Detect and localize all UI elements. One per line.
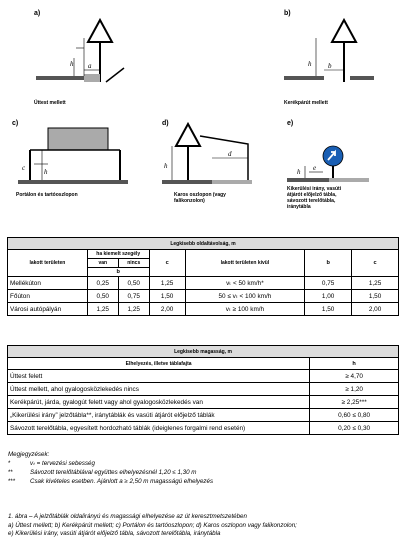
note-symbol: ** (8, 469, 13, 476)
cell-van: 0,25 (87, 277, 118, 290)
note-text: Csak kivételes esetben. Ajánlott a ≥ 2,50 m magasságú elhelyezés (30, 478, 214, 485)
cell-van: 0,50 (87, 290, 118, 303)
cell-nincs: 0,50 (118, 277, 149, 290)
col-c: c (149, 250, 185, 277)
col-curb: ha kiemelt szegély (87, 250, 149, 259)
note-text: Sávozott terelőtáblával együttes elhelyezésnél 1,20 ≤ 1,30 m (30, 469, 197, 476)
note-text: vₜ = tervezési sebesség (30, 460, 95, 467)
row-label: Főúton (8, 290, 88, 303)
figure-e-e-label: e (313, 164, 317, 172)
figure-c-h-label: h (44, 168, 48, 176)
table-row (8, 303, 399, 316)
figure-e-caption: Kikerülési irány, vasúti átjárót előjelző tábla, sávozott terelőtábla, iránytábla (287, 186, 342, 210)
figure-d-letter: d) (162, 120, 169, 127)
figure-a (28, 8, 138, 108)
cell-c2: 2,00 (352, 303, 399, 316)
figure-c-c-label: c (22, 164, 26, 172)
col-area-right: lakott területen kívül (185, 250, 305, 277)
note-item (8, 477, 213, 486)
figure-d (158, 118, 268, 213)
cell-c2: 1,25 (352, 277, 399, 290)
col-area-left: lakott területen (8, 250, 88, 277)
figure-b-b-label: b (328, 62, 332, 70)
side-distance-title: Legkisebb oldaltávolság, m (8, 238, 399, 250)
figure-c-drawing (8, 118, 138, 190)
figure-d-drawing (158, 118, 268, 190)
height-table (7, 345, 399, 435)
figure-a-drawing (28, 8, 138, 93)
figure-b-h-label: h (308, 60, 312, 68)
figure-b (280, 8, 390, 108)
figure-e-drawing (283, 118, 398, 190)
figure-caption-line: e) Kikerülési irány, vasúti átjárót előjelző tábla, sávozott terelőtábla, iránytábla (8, 530, 221, 537)
figure-d-caption: Karos oszlopon (vagy falikonzolon) (174, 192, 226, 204)
cell-c: 2,00 (149, 303, 185, 316)
table-row (8, 422, 399, 435)
figure-a-a-label: a (88, 62, 92, 70)
cell-speed: vₜ ≥ 100 km/h (185, 303, 305, 316)
cell-van: 1,25 (87, 303, 118, 316)
row-label: Kerékpárút, járda, gyalogút felett vagy ahol gyalogosközlekedés van (8, 396, 310, 409)
cell-h: 0,60 ≤ 0,80 (310, 409, 399, 422)
cell-b: 0,75 (305, 277, 352, 290)
row-label: Mellékúton (8, 277, 88, 290)
figure-b-drawing (280, 8, 390, 93)
cell-h: ≥ 4,70 (310, 370, 399, 383)
figure-c-caption: Portálon és tartóoszlopon (16, 192, 78, 198)
row-label: „Kikerülési irány” jelzőtábla**, iránytáblák és vasúti átjárót előjelző táblák (8, 409, 310, 422)
figure-caption-line: 1. ábra – A jelzőtáblák oldalirányú és magassági elhelyezése az út keresztmetszetében (8, 513, 247, 520)
row-label: Úttest mellett, ahol gyalogosközlekedés nincs (8, 383, 310, 396)
height-title: Legkisebb magasság, m (8, 346, 399, 358)
side-distance-table (7, 237, 399, 316)
figure-b-letter: b) (284, 10, 291, 17)
notes-title: Megjegyzések: (8, 451, 50, 458)
col-b: b (305, 250, 352, 277)
figure-d-h-label: h (164, 162, 168, 170)
note-symbol: * (8, 460, 11, 467)
figure-b-caption: Kerékpárút mellett (284, 100, 328, 106)
notes (8, 450, 213, 486)
note-item (8, 459, 213, 468)
figure-a-h-label: h (70, 60, 74, 68)
figure-d-d-label: d (228, 150, 232, 158)
figure-e-letter: e) (287, 120, 294, 127)
cell-h: ≥ 2,25*** (310, 396, 399, 409)
table-row (8, 409, 399, 422)
table-row (8, 290, 399, 303)
cell-b: 1,50 (305, 303, 352, 316)
cell-nincs: 0,75 (118, 290, 149, 303)
figure-a-letter: a) (34, 10, 41, 17)
table-row (8, 396, 399, 409)
col-h: h (310, 358, 399, 370)
cell-h: 0,20 ≤ 0,30 (310, 422, 399, 435)
cell-c2: 1,50 (352, 290, 399, 303)
col-nincs: nincs (118, 259, 149, 268)
cell-c: 1,50 (149, 290, 185, 303)
figure-e-h-label: h (297, 168, 301, 176)
cell-b: 1,00 (305, 290, 352, 303)
cell-nincs: 1,25 (118, 303, 149, 316)
table-row (8, 277, 399, 290)
note-symbol: *** (8, 478, 16, 485)
cell-speed: vₜ < 50 km/h* (185, 277, 305, 290)
col-van: van (87, 259, 118, 268)
figure-caption (8, 513, 297, 539)
figure-c-letter: c) (12, 120, 19, 127)
sub-b: b (87, 268, 149, 277)
row-label: Sávozott terelőtábla, egyesített hordozható táblák (ideiglenes forgalmi rend esetén) (8, 422, 310, 435)
cell-c: 1,25 (149, 277, 185, 290)
table-row (8, 370, 399, 383)
col-place: Elhelyezés, illetve táblafajta (8, 358, 310, 370)
table-row (8, 383, 399, 396)
col-c2: c (352, 250, 399, 277)
figure-a-caption: Úttest mellett (34, 100, 66, 106)
figure-c (8, 118, 138, 208)
figure-e (283, 118, 398, 233)
note-item (8, 468, 213, 477)
cell-h: ≥ 1,20 (310, 383, 399, 396)
row-label: Városi autópályán (8, 303, 88, 316)
row-label: Úttest felett (8, 370, 310, 383)
cell-speed: 50 ≤ vₜ < 100 km/h (185, 290, 305, 303)
figure-caption-line: a) Úttest mellett; b) Kerékpárút mellett; c) Portálon és tartóoszlopon; d) Karos oszlopon vagy falikonzolon; (8, 521, 297, 529)
